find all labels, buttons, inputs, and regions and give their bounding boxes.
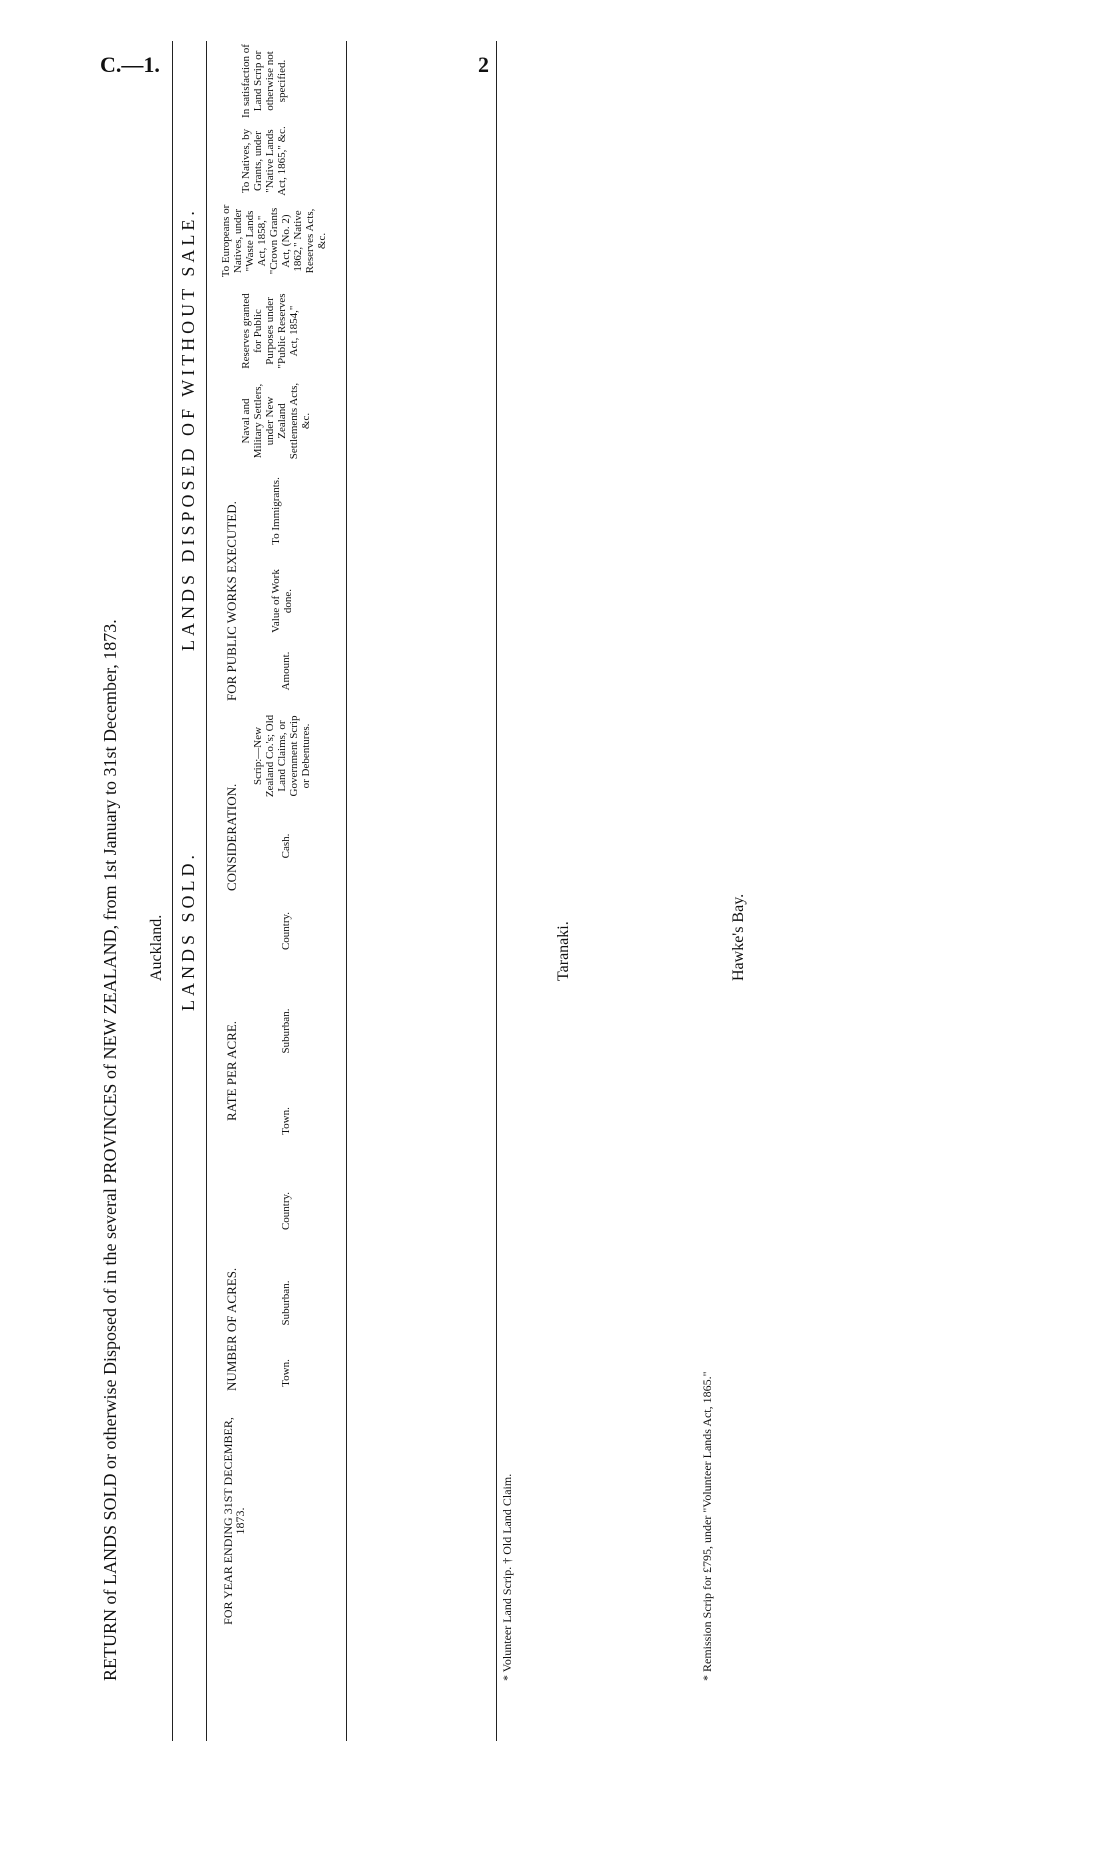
col-rate-country: Country. [280,911,292,951]
col-europeans: To Europeans or Natives, under "Waste Lands Act, 1858," "Crown Grants Act, (No. 2) 1862," Native Reserves Acts, &c. [220,204,328,278]
public-works-heading: FOR PUBLIC WORKS EXECUTED. [224,501,239,701]
col-natives: To Natives, by Grants, under "Native Lands Act, 1865," &c. [240,126,288,196]
col-amount: Amount. [280,651,292,691]
col-immigrants: To Immigrants. [270,477,282,545]
col-rate-suburban: Suburban. [280,1008,292,1054]
col-scrip: Scrip:—New Zealand Co.'s; Old Land Claims, or Government Scrip or Debentures. [252,714,312,798]
rate-group-heading: RATE PER ACRE. [224,1020,239,1121]
region-heading-auckland: Auckland. [148,914,165,981]
col-country: Country. [280,1191,292,1231]
col-rate-town: Town. [280,1107,292,1135]
col-value: Value of Work done. [270,569,294,633]
col-reserves: Reserves granted for Public Purposes under "Public Reserves Act, 1854," [240,293,300,369]
col-suburban: Suburban. [280,1280,292,1326]
auckland-table: * Volunteer Land Scrip. † Old Land Claim. [500,1473,514,1681]
document-title: RETURN of LANDS SOLD or otherwise Disposed of in the several PROVINCES of NEW ZEALAND, from 1st January to 31st December, 1873. [100,619,120,1681]
remission-note: * Remission Scrip for £795, under "Volunteer Lands Act, 1865." [700,1371,714,1681]
page-code: C.—1. [100,52,160,77]
consideration-heading: CONSIDERATION. [224,783,239,891]
year-heading: FOR YEAR ENDING 31ST DECEMBER, 1873. [221,1417,247,1625]
col-naval: Naval and Military Settlers, under New Zealand Settlements Acts, &c. [240,382,312,460]
col-town: Town. [280,1359,292,1387]
region-heading-taranaki: Taranaki. [555,921,572,981]
section-lands-without-sale: LANDS DISPOSED OF WITHOUT SALE. [178,207,198,651]
page-number: 2 [478,52,489,77]
col-satisfaction: In satisfaction of Land Scrip or otherwise not specified. [240,44,288,118]
acres-group-heading: NUMBER OF ACRES. [224,1267,239,1391]
section-lands-sold: LANDS SOLD. [178,850,198,1011]
region-heading-hawkes-bay: Hawke's Bay. [730,893,747,981]
col-cash: Cash. [280,833,292,859]
